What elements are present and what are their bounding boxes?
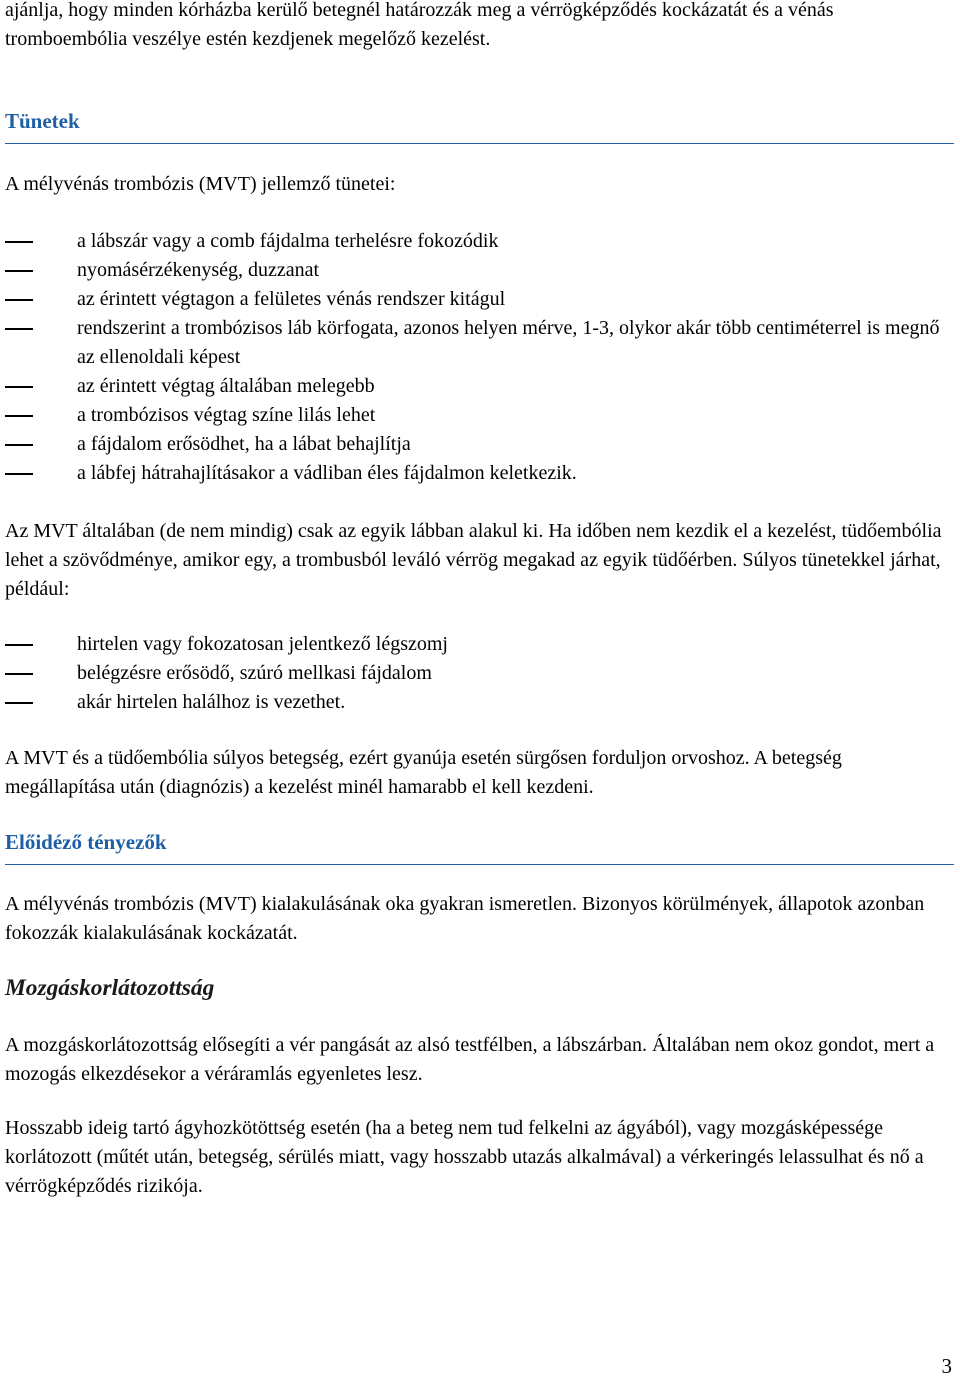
- dash-bullet: [5, 444, 33, 446]
- dash-bullet: [5, 673, 33, 675]
- list-item-text: az érintett végtag általában melegebb: [77, 375, 375, 397]
- list-item: [5, 459, 942, 488]
- intro-paragraph: ajánlja, hogy minden kórházba kerülő betegnél határozzák meg a vérrögképződés kockázatát és a vénás tromboembólia veszélye estén kezdjenek megelőző kezelést.: [5, 0, 834, 50]
- risk-factors-intro: A mélyvénás trombózis (MVT) kialakulásának oka gyakran ismeretlen. Bizonyos körülmények, állapotok azonban fokozzák kialakulásának kockázatát.: [5, 893, 925, 944]
- dash-bullet: [5, 386, 33, 388]
- symptom-list: [5, 227, 942, 488]
- dash-bullet: [5, 241, 33, 243]
- list-item: [5, 659, 942, 688]
- list-item: [5, 227, 942, 256]
- page-number: 3: [941, 1354, 952, 1378]
- list-item-text: rendszerint a trombózisos láb körfogata, azonos helyen mérve, 1-3, olykor akár több centiméterrel is megnő az ellenoldali képest: [77, 317, 940, 368]
- dash-bullet: [5, 415, 33, 417]
- section-heading-symptoms: Tünetek: [5, 108, 954, 144]
- immobility-paragraph-1: A mozgáskorlátozottság elősegíti a vér pangását az alsó testfélben, a lábszárban. Általában nem okoz gondot, mert a mozogás elkezdésekor a véráramlás egyenletes lesz.: [5, 1034, 935, 1085]
- complication-paragraph: Az MVT általában (de nem mindig) csak az egyik lábban alakul ki. Ha időben nem kezdik el a kezelést, tüdőembólia lehet a szövődménye, amikor egy, a trombusból leváló vérrög megakad az egyik tüdőérben. Súlyos tünetekkel járhat, például:: [5, 520, 942, 600]
- dash-bullet: [5, 644, 33, 646]
- list-item-text: a lábfej hátrahajlításakor a vádliban éles fájdalmon keletkezik.: [77, 462, 577, 484]
- list-item-text: a trombózisos végtag színe lilás lehet: [77, 404, 376, 426]
- dash-bullet: [5, 328, 33, 330]
- list-item: [5, 372, 942, 401]
- list-item-text: a fájdalom erősödhet, ha a lábat behajlítja: [77, 433, 411, 455]
- list-item-text: a lábszár vagy a comb fájdalma terhelésre fokozódik: [77, 230, 499, 252]
- urgency-paragraph: A MVT és a tüdőembólia súlyos betegség, ezért gyanúja esetén sürgősen forduljon orvoshoz. A betegség megállapítása után (diagnózis) a kezelést minél hamarabb el kell kezdeni.: [5, 747, 842, 798]
- symptoms-lead: A mélyvénás trombózis (MVT) jellemző tünetei:: [5, 173, 396, 195]
- severe-symptom-list: [5, 630, 942, 717]
- list-item: [5, 401, 942, 430]
- subheading-immobility: Mozgáskorlátozottság: [5, 975, 215, 1001]
- list-item: [5, 630, 942, 659]
- list-item: [5, 314, 942, 372]
- immobility-paragraph-2: Hosszabb ideig tartó ágyhozkötöttség esetén (ha a beteg nem tud felkelni az ágyából), vagy mozgásképessége korlátozott (műtét után, betegség, sérülés miatt, vagy hosszabb utazás alkalmával) a vérkeringés lelassulhat és nő a vérrögképződés rizikója.: [5, 1117, 924, 1197]
- dash-bullet: [5, 702, 33, 704]
- dash-bullet: [5, 299, 33, 301]
- dash-bullet: [5, 270, 33, 272]
- list-item: [5, 430, 942, 459]
- dash-bullet: [5, 473, 33, 475]
- list-item: [5, 256, 942, 285]
- list-item-text: az érintett végtagon a felületes vénás rendszer kitágul: [77, 288, 506, 310]
- section-heading-risk-factors: Előidéző tényezők: [5, 829, 954, 865]
- list-item-text: hirtelen vagy fokozatosan jelentkező légszomj: [77, 633, 448, 655]
- list-item-text: belégzésre erősödő, szúró mellkasi fájdalom: [77, 662, 432, 684]
- list-item: [5, 285, 942, 314]
- list-item-text: akár hirtelen halálhoz is vezethet.: [77, 691, 346, 713]
- list-item: [5, 688, 942, 717]
- list-item-text: nyomásérzékenység, duzzanat: [77, 259, 320, 281]
